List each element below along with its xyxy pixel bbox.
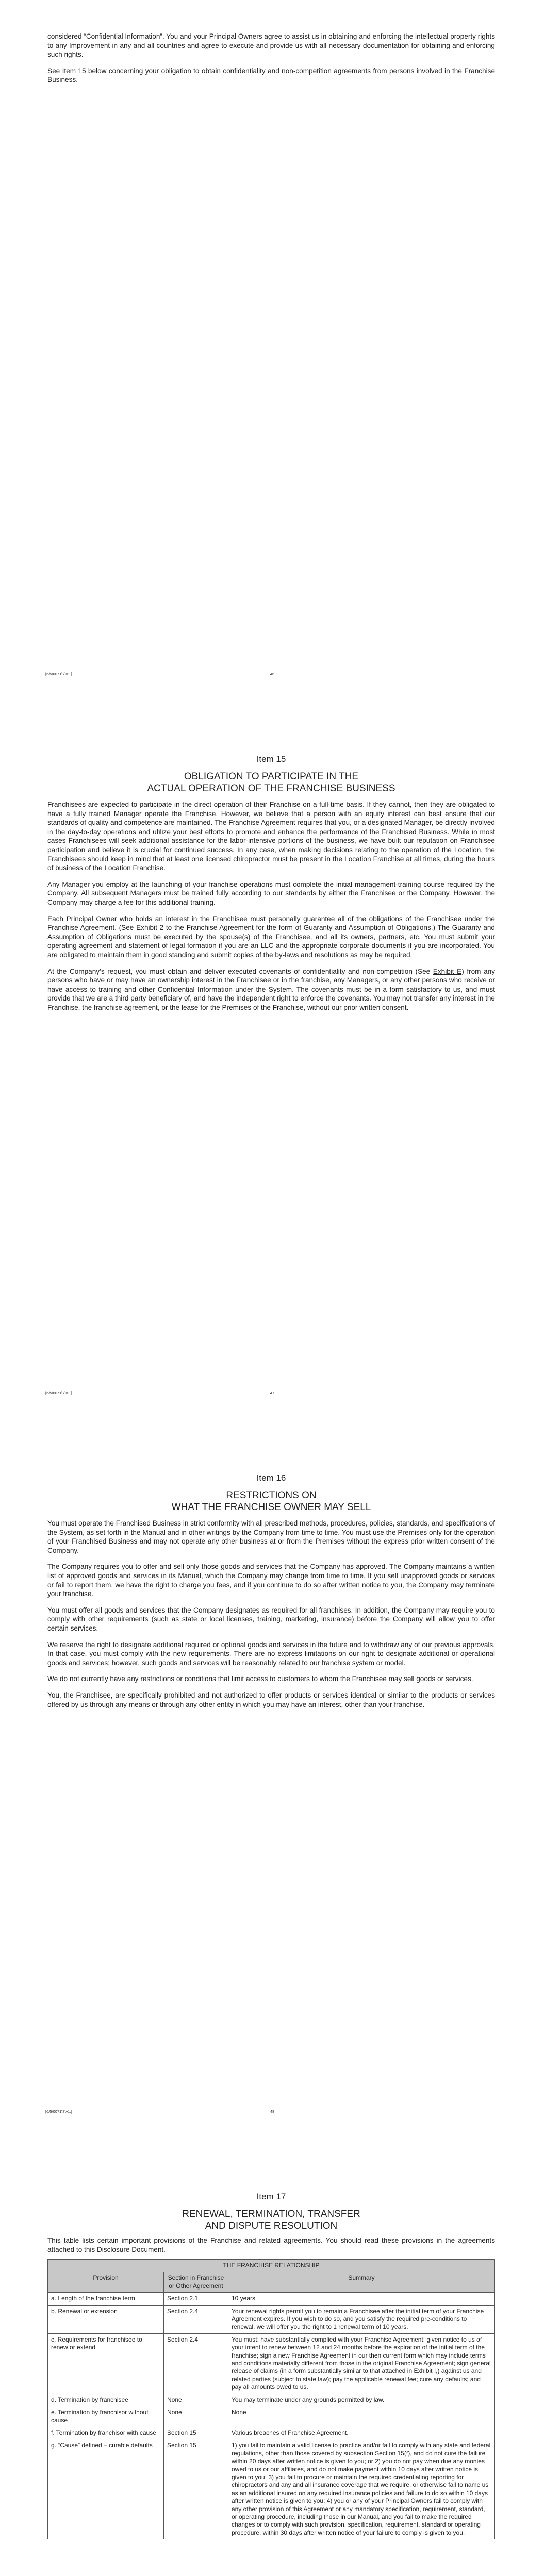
document-page-48 (0, 1437, 544, 2128)
item-number: Item 17 (256, 2192, 286, 2201)
table-row (48, 2394, 495, 2406)
body-text (47, 800, 495, 1019)
page-number: 46 (270, 672, 275, 676)
section-cell: Section 2.4 (164, 2305, 228, 2333)
table-row (48, 2293, 495, 2305)
franchise-relationship-table-wrap (47, 2259, 495, 2539)
provision-cell: c. Requirements for franchisee to renew or extend (48, 2333, 164, 2394)
section-cell: None (164, 2406, 228, 2427)
summary-cell: 10 years (228, 2293, 495, 2305)
provision-cell: f. Termination by franchisor with cause (48, 2427, 164, 2439)
column-header: Section in Franchise or Other Agreement (164, 2272, 228, 2293)
summary-cell: You may terminate under any grounds permitted by law. (228, 2394, 495, 2406)
summary-cell: You must: have substantially complied with your Franchise Agreement; given notice to us of your intent to renew between 12 and 24 months before the expiration of the initial term of the franchise; sign a new Franchise Agreement in our then current form which may include terms and conditions materially different from those in the original Franchise Agreement; sign general release of claims (in a form substantially similar to that attached in Exhibit I,) against us and related parties (subject to state law); pay the applicable renewal fee; cure any defaults; and pay all amounts owed to us. (228, 2333, 495, 2394)
body-text (47, 2236, 495, 2261)
item-title-line: WHAT THE FRANCHISE OWNER MAY SELL (171, 1502, 371, 1513)
paragraph: You, the Franchisee, are specifically prohibited and not authorized to offer products or services identical or similar to the products or services offered by us through any means or through any other entity in which you may have an interest, other than your franchise. (47, 1691, 495, 1708)
paragraph: The Company requires you to offer and sell only those goods and services that the Company has approved. The Company maintains a written list of approved goods and services in its Manual, which the Company may change from time to time. If you sell unapproved goods or services or fail to report them, we have the right to charge you fees, and if you continue to do so after written notice to you, the Company may terminate your franchise. (47, 1563, 495, 1598)
item-title-line: ACTUAL OPERATION OF THE FRANCHISE BUSINESS (147, 783, 395, 794)
body-text (47, 1519, 495, 1716)
table-caption-row (48, 2260, 495, 2272)
summary-cell: Various breaches of Franchise Agreement. (228, 2427, 495, 2439)
footer-doc-code: [6/5/0071\7\v1.] (45, 672, 72, 676)
paragraph: We do not currently have any restrictions or conditions that limit access to customers to whom the Franchisee may sell goods or services. (47, 1675, 473, 1683)
paragraph: considered “Confidential Information”. You and your Principal Owners agree to assist us in obtaining and enforcing the intellectual property rights to any Improvement in any and all countries and agree to execute and provide us with all necessary documentation for obtaining and enforcing such rights. (47, 32, 495, 59)
paragraph: See Item 15 below concerning your obligation to obtain confidentiality and non-competition agreements from persons involved in the Franchise Business. (47, 66, 495, 84)
section-heading (47, 2192, 495, 2232)
document-page-49 (0, 2156, 544, 2576)
page-number: 48 (270, 2109, 275, 2114)
item-title (47, 771, 495, 794)
paragraph: You must offer all goods and services that the Company designates as required for all franchises. In addition, the Company may require you to comply with other requirements (such as state or local licenses, training, marketing, insurance) before the Company will allow you to offer certain services. (47, 1606, 495, 1632)
paragraph: We reserve the right to designate additional required or optional goods and services in the future and to withdraw any of our previous approvals. In that case, you must comply with the new requirements. There are no express limitations on our right to designate additional or operational goods and services; however, such goods and services will be reasonably related to our franchise system or model. (47, 1640, 495, 1667)
exhibit-e-link[interactable]: Exhibit E (433, 967, 462, 975)
provision-cell: g. “Cause” defined – curable defaults (48, 2439, 164, 2539)
summary-cell: 1) you fail to maintain a valid license to practice and/or fail to comply with any state and federal regulations, other than those covered by subsection Section 15(f), and do not cure the failure within 20 days after written notice is given to you; or 2) you do not pay when due any monies owed to us or our affiliates, and do not make payment within 10 days after written notice is given to you; 3) you fail to procure or maintain the required credentialing reporting for chiropractors and any and all insurance coverage that we require, or otherwise fail to name us as an additional insured on any required insurance policies and failure to do so within 10 days after written notice is given to you; 4) you or any of your Principal Owners fail to comply with any other provision of this Agreement or any mandatory specification, requirement, standard, or operating procedure, including those in our Manual, and you fail to make the required changes or to comply with such provision, specification, requirement, standard or operating procedure, within 30 days after written notice of your failure to comply is given to you. (228, 2439, 495, 2539)
paragraph-text: At the Company’s request, you must obtain and deliver executed covenants of confidentiality and non-competition (See (47, 967, 433, 975)
document-page-46 (0, 0, 544, 690)
item-title (47, 2208, 495, 2232)
footer-doc-code: [6/5/0071\7\v1.] (45, 1391, 72, 1395)
section-cell: Section 15 (164, 2439, 228, 2539)
item-title-line: OBLIGATION TO PARTICIPATE IN THE (184, 771, 359, 782)
section-cell: Section 15 (164, 2427, 228, 2439)
provision-cell: d. Termination by franchisee (48, 2394, 164, 2406)
section-heading (47, 1473, 495, 1513)
summary-cell: Your renewal rights permit you to remain a Franchisee after the initial term of your Franchise Agreement expires. If you wish to do so, and you satisfy the required pre-conditions to renewal, we will offer you the right to 1 renewal term of 10 years. (228, 2305, 495, 2333)
paragraph: Each Principal Owner who holds an interest in the Franchisee must personally guarantee all of the obligations of the Franchisee under the Franchise Agreement. (See Exhibit 2 to the Franchise Agreement for the form of Guaranty and Assumption of Obligations.) The Guaranty and Assumption of Obligations must be executed by the spouse(s) of the Franchisee, and all its owners, partners, etc. You must submit your operating agreement and statement of legal formation if you are an LLC and the appropriate corporate documents if you are incorporated. You are obligated to maintain them in good standing and submit copies of the by-laws and resolutions as may be required. (47, 914, 495, 959)
document-page-47 (0, 719, 544, 1409)
table-row (48, 2427, 495, 2439)
section-cell: Section 2.1 (164, 2293, 228, 2305)
column-header: Provision (48, 2272, 164, 2293)
paragraph (47, 967, 495, 1012)
item-title (47, 1489, 495, 1513)
paragraph: You must operate the Franchised Business in strict conformity with all prescribed methods, procedures, policies, standards, and specifications of the System, as set forth in the Manual and in other writings by the Company from time to time. You must use the Premises only for the operation of your Franchised Business and may not operate any other business at or from the Premises without the express prior written consent of the Company. (47, 1519, 495, 1554)
table-header-row (48, 2272, 495, 2293)
table-caption: THE FRANCHISE RELATIONSHIP (48, 2260, 495, 2272)
provision-cell: a. Length of the franchise term (48, 2293, 164, 2305)
section-heading (47, 754, 495, 794)
paragraph: Franchisees are expected to participate in the direct operation of their Franchise on a full-time basis. If they cannot, then they are obligated to have a fully trained Manager operate the Franchise. However, we believe that a person with an equity interest can best ensure that our standards of quality and competence are maintained. The Franchise Agreement requires that you, or a designated Manager, be directly involved in the day-to-day operations and utilize your best efforts to promote and enhance the performance of the Franchised Business. While in most cases Franchisees will seek additional assistance for the labor-intensive portions of the business, we have built our reputation on Franchisee participation and believe it is crucial for continued success. In any case, when making decisions relating to the operation of the Location, the Franchisees should keep in mind that at least one licensed chiropractor must be present in the Location Franchise at all times, during the hours of business of the Location Franchise. (47, 801, 495, 872)
page-number: 47 (270, 1391, 275, 1395)
provision-cell: b. Renewal or extension (48, 2305, 164, 2333)
table-row (48, 2333, 495, 2394)
paragraph: This table lists certain important provisions of the Franchise and related agreements. You should read these provisions in the agreements attached to this Disclosure Document. (47, 2236, 495, 2253)
item-title-line: AND DISPUTE RESOLUTION (205, 2221, 338, 2231)
column-header: Summary (228, 2272, 495, 2293)
item-number: Item 15 (256, 754, 286, 764)
section-cell: None (164, 2394, 228, 2406)
franchise-relationship-table (47, 2259, 495, 2539)
table-row (48, 2439, 495, 2539)
paragraph: Any Manager you employ at the launching of your franchise operations must complete the initial management-training course required by the Company. All subsequent Managers must be trained fully according to our standards by either the Franchisee or the Company. However, the Company may charge a fee for this additional training. (47, 880, 495, 906)
body-text (47, 32, 495, 92)
provision-cell: e. Termination by franchisor without cause (48, 2406, 164, 2427)
item-title-line: RESTRICTIONS ON (226, 1490, 317, 1501)
paragraph-text: ) from any persons who have or may have an ownership interest in the Franchisee or in the franchise, any Managers, or any other persons who receive or have access to training and other Confidential Information under the System. The covenants must be in a form satisfactory to us, and must provide that we are a third party beneficiary of, and have the independent right to enforce the covenants. You may not transfer any interest in the Franchise, the franchise agreement, or the lease for the Premises of the Franchise, without our prior written consent. (47, 967, 495, 1011)
table-row (48, 2406, 495, 2427)
item-title-line: RENEWAL, TERMINATION, TRANSFER (182, 2209, 360, 2219)
footer-doc-code: [6/5/0071\7\v1.] (45, 2109, 72, 2114)
section-cell: Section 2.4 (164, 2333, 228, 2394)
summary-cell: None (228, 2406, 495, 2427)
table-row (48, 2305, 495, 2333)
item-number: Item 16 (256, 1473, 286, 1483)
